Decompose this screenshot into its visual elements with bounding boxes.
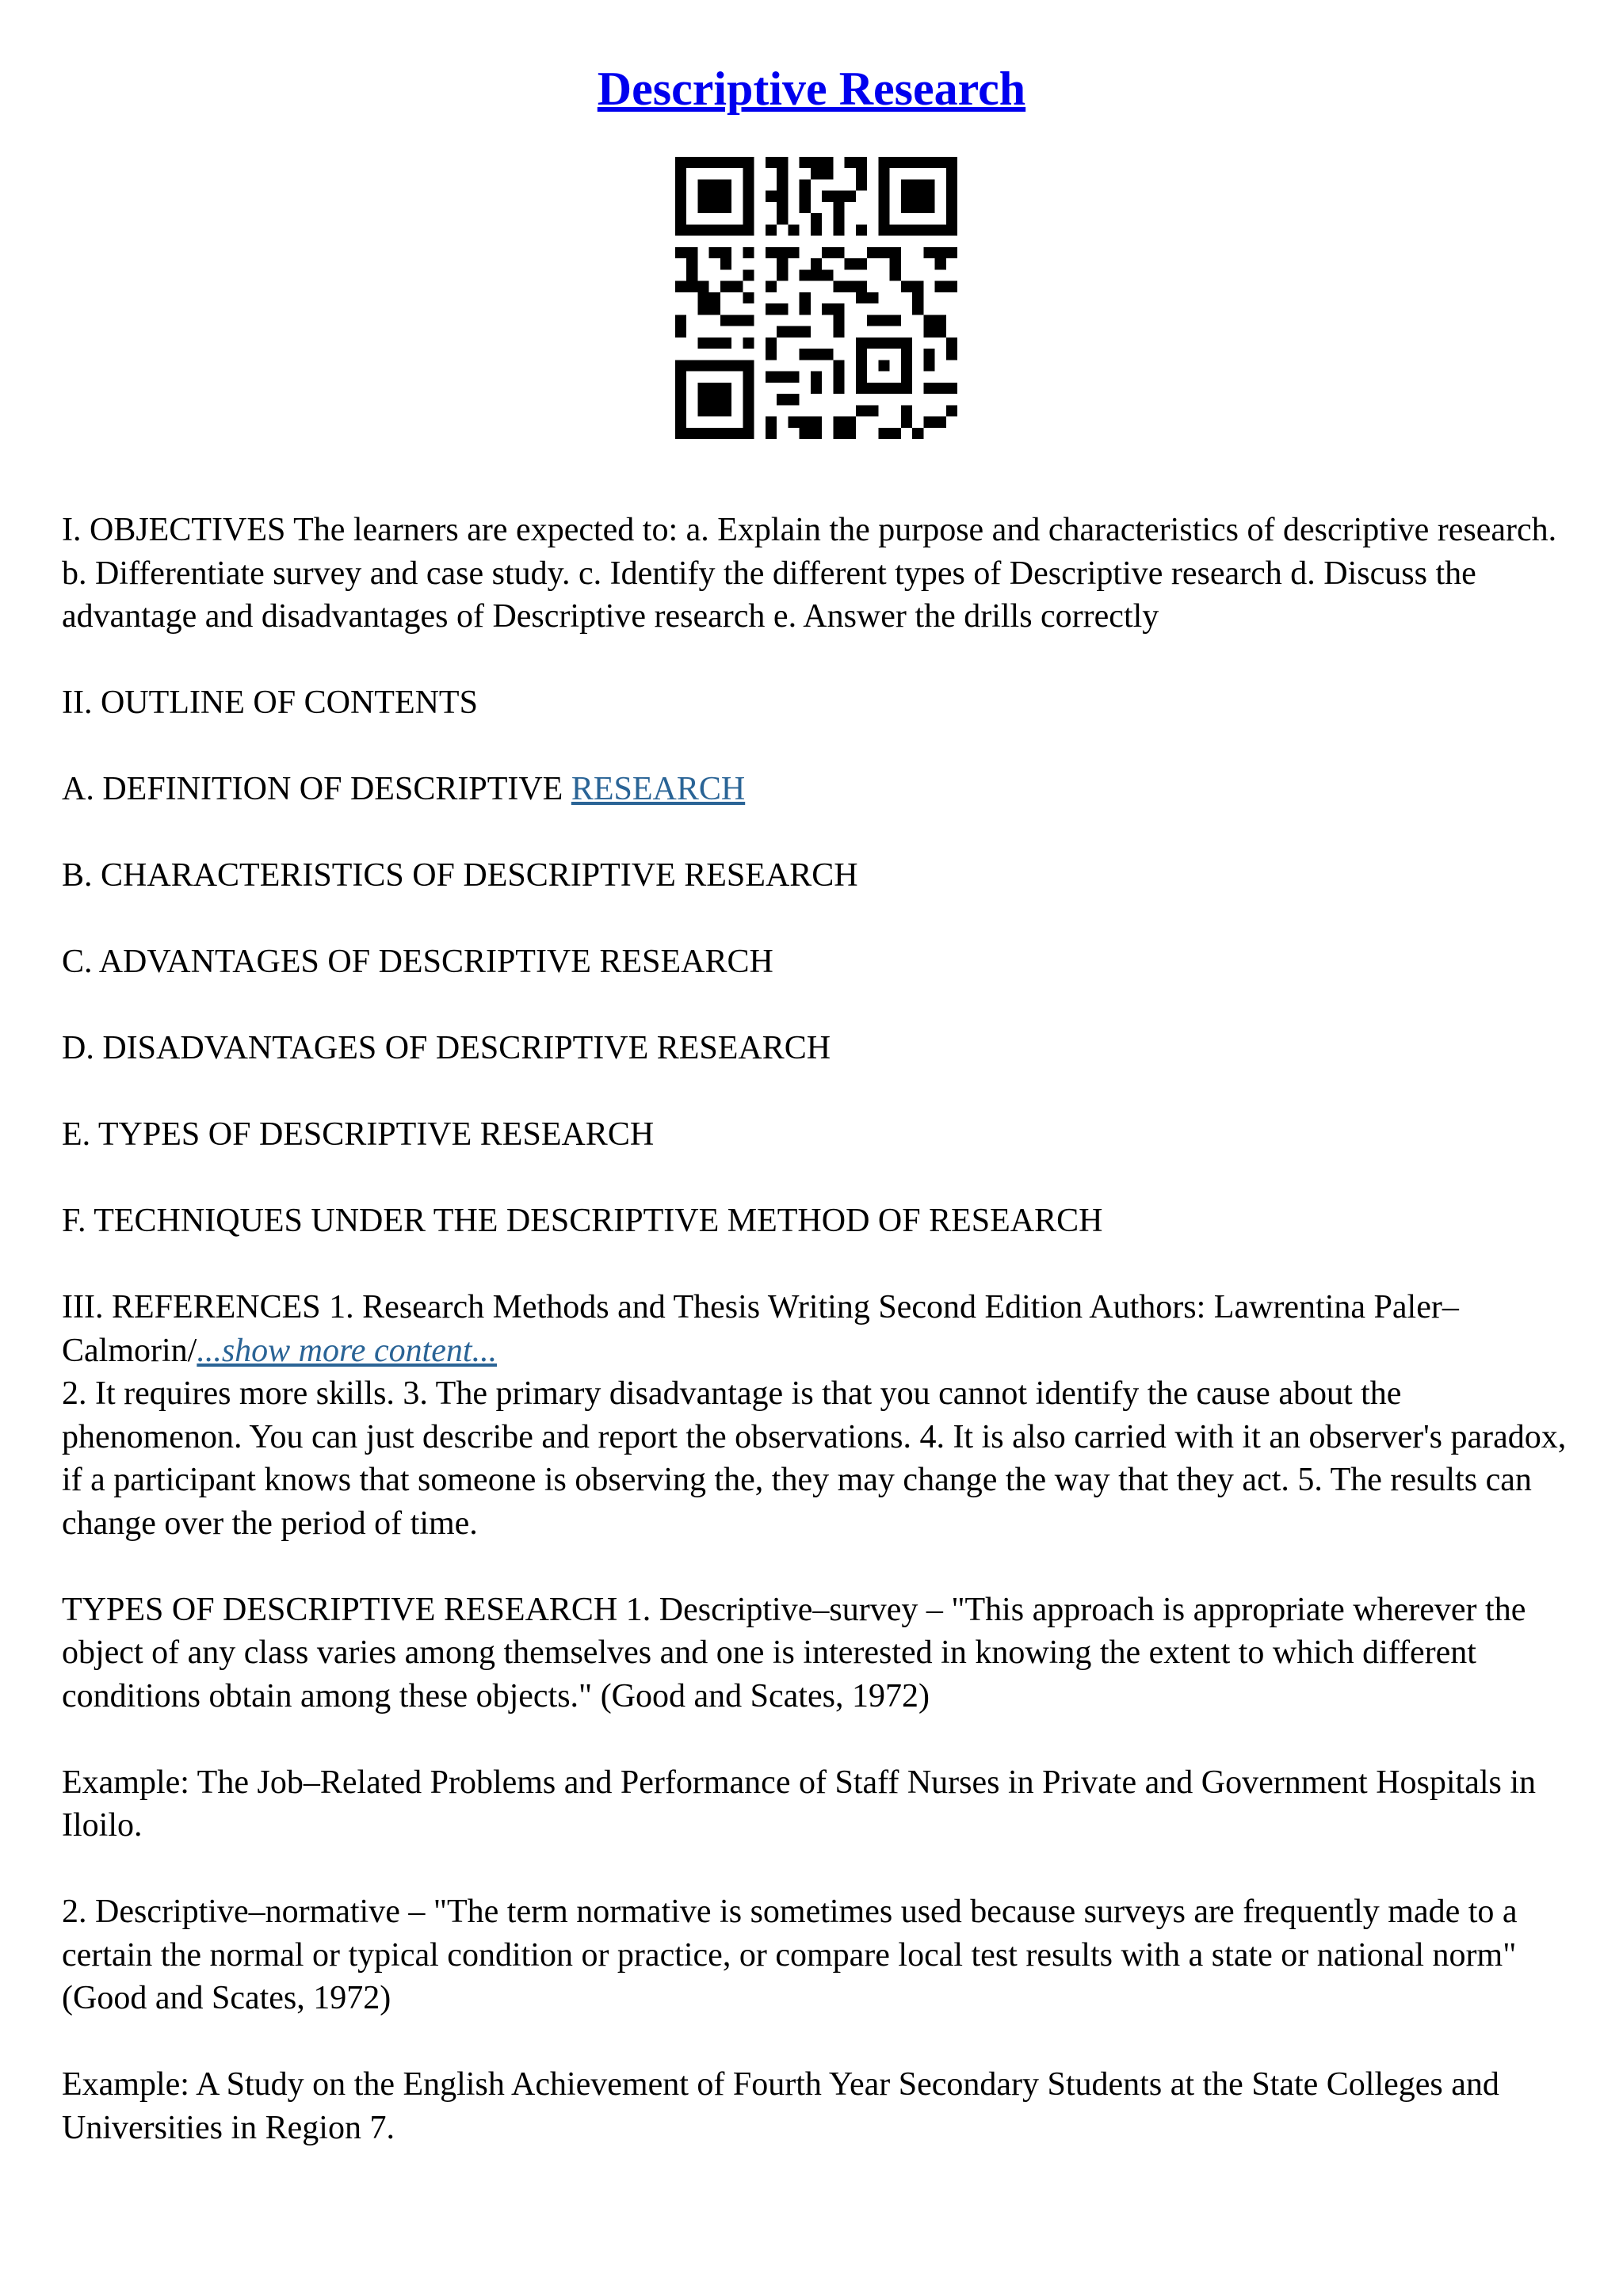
disadvantages-paragraph: 2. It requires more skills. 3. The primary disadvantage is that you cannot identify the cause about the phenomenon. You can just describe and report the observations. 4. It is also carried with it an observer's paradox, if a participant knows that someone is observing the, they may change the way that they act. 5. The results can change over the period of time. (62, 1375, 1567, 1542)
outline-item-d: D. DISADVANTAGES OF DESCRIPTIVE RESEARCH (62, 1030, 831, 1066)
example-1-paragraph: Example: The Job–Related Problems and Performance of Staff Nurses in Private and Government Hospitals in Iloilo. (62, 1764, 1537, 1844)
types-normative-paragraph: 2. Descriptive–normative – "The term normative is sometimes used because surveys are frequently made to a certain the normal or typical condition or practice, or compare local test results with a state or national norm" (Good and Scates, 1972) (62, 1894, 1518, 2016)
outline-item-e: E. TYPES OF DESCRIPTIVE RESEARCH (62, 1116, 655, 1153)
types-survey-paragraph: TYPES OF DESCRIPTIVE RESEARCH 1. Descriptive–survey – "This approach is appropriate wherever the object of any class varies among themselves and one is interested in knowing the extent to which different conditions obtain among these objects." (Good and Scates, 1972) (62, 1591, 1526, 1714)
example-2-paragraph: Example: A Study on the English Achievement of Fourth Year Secondary Students at the State Colleges and Universities in Region 7. (62, 2066, 1499, 2146)
title-link[interactable]: Descriptive Research (597, 63, 1026, 115)
outline-item-b: B. CHARACTERISTICS OF DESCRIPTIVE RESEARCH (62, 857, 858, 894)
references-paragraph (62, 1286, 1575, 1372)
document-body (62, 509, 1575, 2193)
outline-item-a-text: A. DEFINITION OF DESCRIPTIVE (62, 771, 571, 807)
outline-item-a (62, 768, 1575, 811)
document-title (0, 57, 1623, 120)
outline-heading: II. OUTLINE OF CONTENTS (62, 685, 478, 721)
references-text: III. REFERENCES 1. Research Methods and Thesis Writing Second Edition Authors: Lawrentina Paler–Calmorin/ (62, 1289, 1459, 1369)
qr-code-icon (675, 157, 957, 439)
research-link[interactable]: RESEARCH (571, 771, 746, 807)
objectives-paragraph: I. OBJECTIVES The learners are expected to: a. Explain the purpose and characteristics of descriptive research. b. Differentiate survey and case study. c. Identify the different types of Descriptive research d. Discuss the advantage and disadvantages of Descriptive research e. Answer the drills correctly (62, 512, 1557, 635)
outline-item-c: C. ADVANTAGES OF DESCRIPTIVE RESEARCH (62, 944, 773, 980)
show-more-link[interactable]: ...show more content... (197, 1332, 498, 1369)
outline-item-f: F. TECHNIQUES UNDER THE DESCRIPTIVE METHOD OF RESEARCH (62, 1203, 1103, 1239)
